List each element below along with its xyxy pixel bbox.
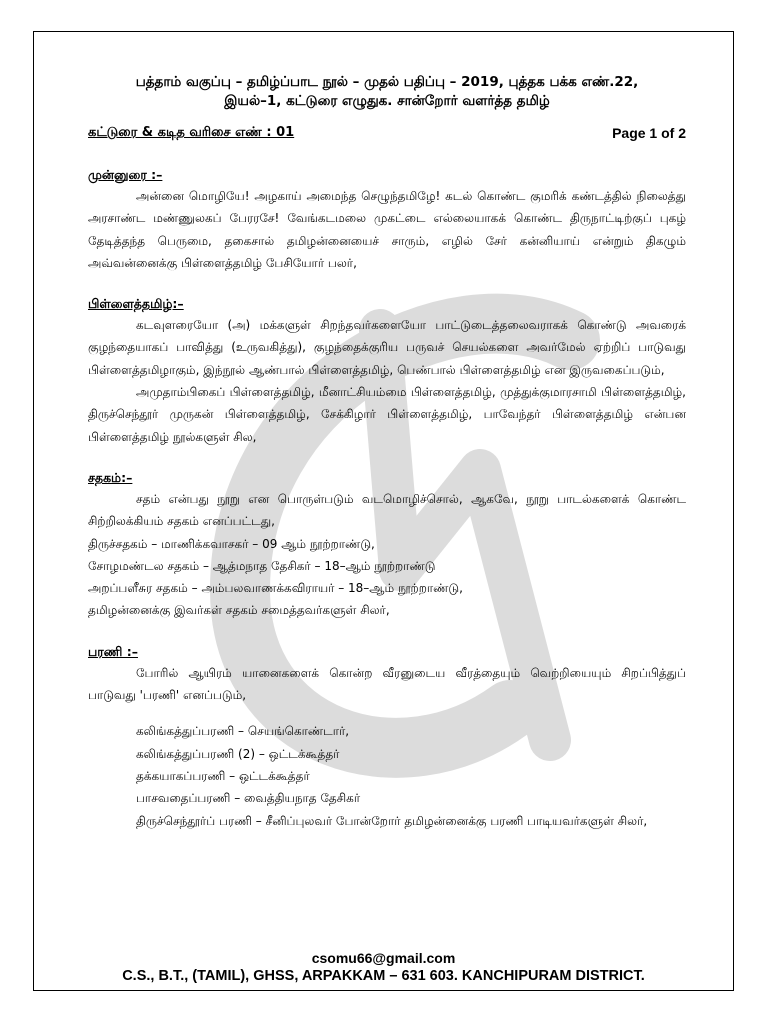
text-line: கடவுளரையோ (அ) மக்களுள் சிறந்தவர்களையோ பாட்டுடைத்தலைவராகக் <box>136 318 578 333</box>
text-line: பிள்ளைத்தமிழ், திருச்செந்தூர் முருகன் பிள்ளைத்தமிழ், சேக்கிழார் பிள்ளைத்தமிழ், <box>88 385 686 422</box>
text-line: பாடியவர்களுள் சிலர், <box>527 813 648 828</box>
section-heading-intro: முன்னுரை :– <box>88 167 163 182</box>
text-line: அன்னை மொழியே! அழகாய் அமைந்த செழுந்தமிழே! கடல் கொண்ட குமரிக் <box>136 189 572 203</box>
text-line: கொண்டு அவரைக் குழந்தையாகப் பாவித்து (உருவகித்து), குழந்தைக்குரிய பருவச் <box>88 318 686 355</box>
text-line: பிள்ளைத்தமிழ் பேசியோர் பலர், <box>181 255 357 270</box>
text-line: தமிழன்னைக்கு இவர்கள் சதகம் சமைத்தவர்களுள் சிலர், <box>88 603 390 618</box>
paragraph <box>88 314 686 381</box>
paragraph <box>88 185 686 274</box>
page-number: Page 1 of 2 <box>612 125 686 141</box>
section-heading-pillaitamil: பிள்ளைத்தமிழ்:– <box>88 296 184 312</box>
text-line: திருச்செந்தூர்ப் பரணி – சீனிப்புலவர் போன்றோர் தமிழன்னைக்கு பரணி <box>136 813 528 828</box>
list-item: கலிங்கத்துப்பரணி – செயங்கொண்டார், <box>136 724 350 739</box>
text-line: அமுதாம்பிகைப் பிள்ளைத்தமிழ், மீனாட்சியம்மை பிள்ளைத்தமிழ், முத்துக்குமாரசாமி <box>136 385 602 400</box>
footer-email: csomu66@gmail.com <box>311 950 456 966</box>
text-line: தமிழன்னையைச் சாரும், எழில் சேர் கன்னியாய் என்றும் திகழும் அவ்வன்னைக்கு <box>88 233 686 270</box>
title-line-2: இயல்–1, கட்டுரை எழுதுக. சான்றோர் வளர்த்த தமிழ் <box>224 93 550 109</box>
paragraph <box>88 381 686 448</box>
footer-address: C.S., B.T., (TAMIL), GHSS, ARPAKKAM – 631 603. KANCHIPURAM DISTRICT. <box>122 968 645 984</box>
list-item: பாசவதைப்பரணி – வைத்தியநாத தேசிகர் <box>136 791 361 806</box>
meta-row <box>88 125 686 145</box>
text-line: திருச்சதகம் – மாணிக்கவாசகர் – 09 ஆம் நூற்றாண்டு, <box>88 536 375 551</box>
paragraph <box>88 810 686 832</box>
paragraph <box>88 662 686 707</box>
document-body <box>88 73 686 832</box>
page-title <box>88 73 686 111</box>
text-line: எல்லையாகக் கொண்ட திருநாட்டிற்குப் புகழ் தேடித்தந்த பெருமை, தகைசால் <box>88 211 686 248</box>
text-line: பிள்ளைத்தமிழ், பெண்பால் பிள்ளைத்தமிழ் என இருவகைப்படும், <box>308 362 665 377</box>
text-line: பாவேந்தர் பிள்ளைத்தமிழ் என்பன பிள்ளைத்தமிழ் நூல்களுள் சில, <box>88 407 686 444</box>
section-heading-sathagam: சதகம்:– <box>88 469 133 485</box>
list-item: தக்கயாகப்பரணி – ஒட்டக்கூத்தர் <box>136 768 310 783</box>
list-item: கலிங்கத்துப்பரணி (2) – ஒட்டக்கூத்தர் <box>136 746 340 761</box>
text-line: கண்டத்தில் நிலைத்து அரசாண்ட மண்ணுலகப் பேரரசே! வேங்கடமலை முகட்டை <box>88 189 686 226</box>
text-line: சிறப்பித்துப் பாடுவது 'பரணி' எனப்படும், <box>88 665 686 703</box>
title-line-1: பத்தாம் வகுப்பு – தமிழ்ப்பாட நூல் – முதல் பதிப்பு – 2019, புத்தக பக்க எண்.22, <box>135 74 639 90</box>
text-line: பாடல்களைக் கொண்ட சிற்றிலக்கியம் சதகம் எனப்பட்டது, <box>88 491 686 529</box>
paragraph <box>88 488 686 533</box>
section-heading-parani: பரணி :– <box>88 643 138 659</box>
text-line: செயல்களை அவர்மேல் ஏற்றிப் பாடுவது பிள்ளைத்தமிழாகும், இந்நூல் ஆண்பால் <box>88 340 687 377</box>
text-line: சதம் என்பது நூறு என பொருள்படும் வடமொழிச்சொல், ஆகவே, நூறு <box>136 491 558 506</box>
series-label: கட்டுரை & கடித வரிசை எண் : 01 <box>88 125 295 140</box>
text-line: அறப்பளீசுர சதகம் – அம்பலவாணக்கவிராயர் – 18–ஆம் நூற்றாண்டு, <box>88 581 463 596</box>
text-line: சோழமண்டல சதகம் – ஆத்மநாத தேசிகர் – 18–ஆம் நூற்றாண்டு <box>88 558 436 573</box>
text-line: போரில் ஆயிரம் யானைகளைக் கொன்ற வீரனுடைய வீரத்தையும் வெற்றியையும் <box>136 665 622 680</box>
